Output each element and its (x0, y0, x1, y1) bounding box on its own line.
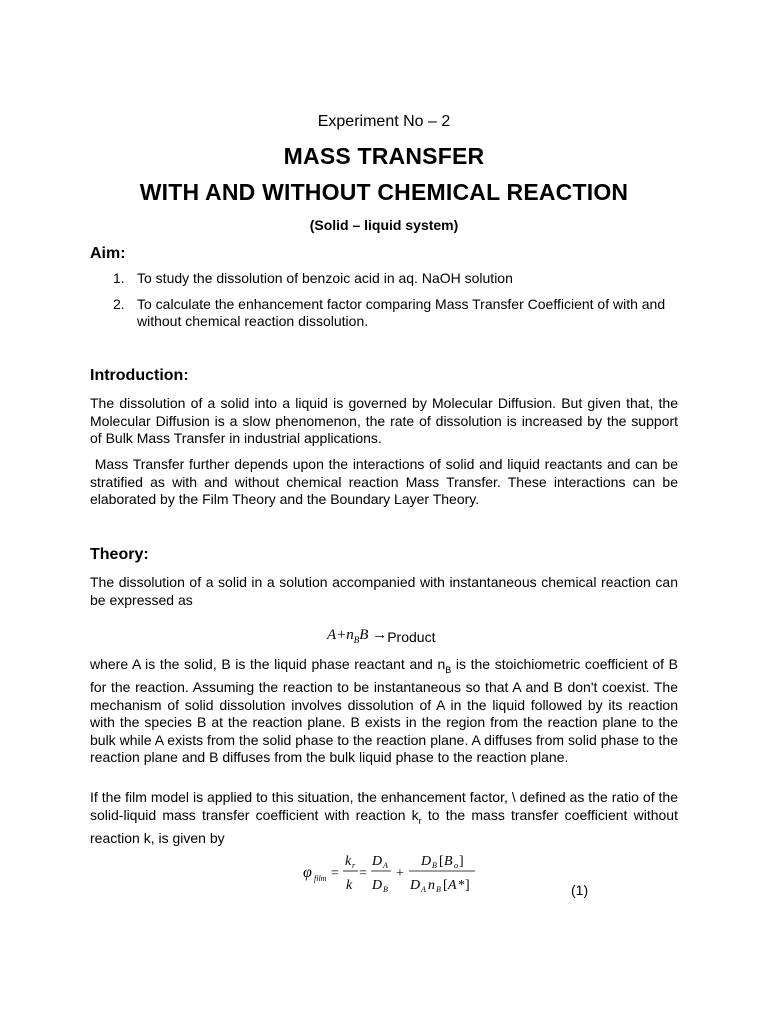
enhancement-factor-symbol: \ (511, 789, 516, 805)
svg-text:[: [ (439, 854, 444, 869)
kr-subscript: r (418, 815, 422, 826)
svg-text:D: D (410, 878, 421, 893)
svg-text:A: A (421, 885, 426, 894)
title-line-1: MASS TRANSFER (283, 143, 485, 169)
theory-paragraph-2-start: where A is the solid, B is the liquid phase reactant and n (90, 656, 446, 672)
svg-text:D: D (421, 854, 432, 869)
svg-text:n: n (428, 878, 435, 893)
introduction-paragraph-2: Mass Transfer further depends upon the interactions of solid and liquid reactants and can be stratified as with and without chemical reaction Mass Transfer. These interactions can be elaborated by the Film Theory and the Boundary Layer Theory. (90, 456, 682, 507)
aim-item-number: 2. (113, 295, 125, 312)
theory-paragraph-3-c: to the mass transfer coefficient without reaction k, is given by (90, 806, 678, 846)
experiment-number: Experiment No – 2 (317, 113, 451, 130)
title-line-2: WITH AND WITHOUT CHEMICAL REACTION (139, 179, 629, 205)
svg-text:B: B (383, 885, 388, 894)
aim-item-text: To study the dissolution of benzoic acid in aq. NaOH solution (137, 270, 513, 286)
aim-item-1 (90, 270, 678, 288)
svg-text:*]: *] (458, 878, 470, 893)
svg-text:[: [ (443, 878, 448, 893)
svg-text:k: k (346, 878, 353, 893)
aim-heading: Aim: (90, 245, 126, 262)
aim-item-number: 1. (113, 270, 125, 286)
svg-text:B: B (444, 854, 453, 869)
theory-paragraph-3-a: If the film model is applied to this situation, the enhancement factor, (90, 789, 512, 805)
theory-heading: Theory: (90, 546, 149, 563)
equation-number: (1) (571, 882, 589, 898)
theory-paragraph-2-end: is the stoichiometric coefficient of B for the reaction. Assuming the reaction to be instantaneous so that A and B don't coexist. The mechanism of solid dissolution involves dissolution of A in the liquid followed by its reaction with the species B at the reaction plane. B exists in the region from the reaction plane to the bulk while A exists from the solid phase to the reaction plane. A diffuses from solid phase to the reaction plane and B diffuses from the bulk liquid phase to the reaction plane. (90, 656, 678, 766)
svg-text:film: film (314, 874, 327, 883)
stoichiometric-subscript: B (445, 664, 452, 675)
theory-paragraph-2 (90, 656, 678, 767)
svg-text:k: k (345, 854, 352, 869)
svg-text:+: + (396, 866, 404, 881)
theory-paragraph-1: The dissolution of a solid in a solution accompanied with instantaneous chemical reaction can be expressed as (90, 574, 678, 608)
enhancement-factor-equation (303, 851, 493, 897)
theory-paragraph-3-b: defined as the ratio of the solid-liquid mass transfer coefficient with reaction k (90, 789, 679, 823)
svg-text:A: A (448, 878, 457, 893)
svg-text:=: = (359, 866, 367, 881)
aim-item-2 (90, 296, 678, 331)
svg-text:o: o (454, 861, 458, 870)
svg-text:φ: φ (303, 864, 312, 881)
svg-text:D: D (372, 878, 383, 893)
reaction-product: Product (387, 629, 436, 645)
svg-text:]: ] (459, 854, 464, 869)
svg-text:=: = (331, 866, 339, 881)
svg-text:B: B (436, 885, 441, 894)
introduction-heading: Introduction: (90, 367, 189, 384)
aim-list (90, 270, 678, 339)
svg-text:r: r (352, 861, 356, 870)
svg-text:B: B (432, 861, 437, 870)
svg-text:A: A (383, 861, 388, 870)
reaction-equation: $A+n_BB$ →Product (327, 627, 436, 645)
theory-paragraph-3 (90, 789, 678, 847)
subtitle: (Solid – liquid system) (309, 217, 459, 233)
aim-item-text: To calculate the enhancement factor comparing Mass Transfer Coefficient of with and without chemical reaction dissolution. (137, 295, 666, 329)
svg-text:D: D (372, 854, 383, 869)
introduction-paragraph-1: The dissolution of a solid into a liquid is governed by Molecular Diffusion. But given that, the Molecular Diffusion is a slow phenomenon, the rate of dissolution is increased by the support of Bulk Mass Transfer in industrial applications. (90, 395, 678, 446)
